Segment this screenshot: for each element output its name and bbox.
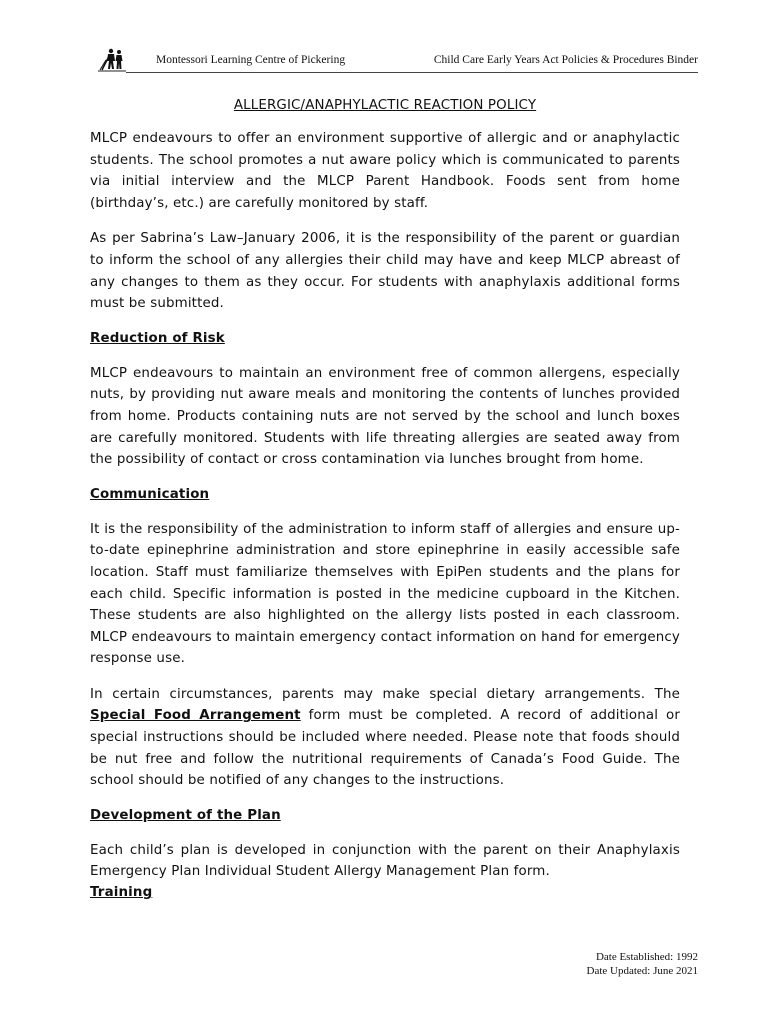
page-header <box>98 44 698 76</box>
date-established: Date Established: 1992 <box>595 951 698 963</box>
binder-title: Child Care Early Years Act Policies & Procedures Binder <box>433 54 698 66</box>
heading-training: Training <box>90 885 153 901</box>
header-divider <box>126 72 698 73</box>
children-silhouette-icon <box>98 48 128 72</box>
page-footer <box>587 950 699 978</box>
sabrinas-law-paragraph: As per Sabrina’s Law–January 2006, it is the responsibility of the parent or guardian to inform the school of any allergies their child may have and keep MLCP abreast of any changes to them as they occur. For students with anaphylaxis additional forms must be submitted. <box>90 231 680 312</box>
school-name: Montessori Learning Centre of Pickering <box>156 54 346 66</box>
heading-reduction-of-risk: Reduction of Risk <box>90 330 225 346</box>
heading-development-of-plan: Development of the Plan <box>90 807 281 823</box>
page-title: ALLERGIC/ANAPHYLACTIC REACTION POLICY <box>233 98 537 113</box>
communication-text: It is the responsibility of the administration to inform staff of allergies and ensure up-to-date epinephrine administration and store epinephrine in easily accessible safe location. Staff must familiarize themselves with EpiPen students and the plans for each child. Specific information is posted in the medicine cupboard in the Kitchen. These students are also highlighted on the allergy lists posted in each classroom. MLCP endeavours to maintain emergency contact information on hand for emergency response use. <box>90 521 680 667</box>
heading-communication: Communication <box>90 486 210 502</box>
special-arrangements-paragraph <box>90 684 680 792</box>
intro-paragraph: MLCP endeavours to offer an environment supportive of allergic and or anaphylactic students. The school promotes a nut aware policy which is communicated to parents via initial interview and the MLCP Parent Handbook. Foods sent from home (birthday’s, etc.) are carefully monitored by staff. <box>90 131 680 211</box>
document-body <box>90 96 680 903</box>
reduction-of-risk-text: MLCP endeavours to maintain an environment free of common allergens, especially nuts, by providing nut aware meals and monitoring the contents of lunches provided from home. Products containing nuts are not served by the school and lunch boxes are carefully monitored. Students with life threating allergies are seated away from the possibility of contact or cross contamination via lunches brought from home. <box>90 365 680 468</box>
special-arrangements-intro: In certain circumstances, parents may make special dietary arrangements. The <box>90 686 680 702</box>
special-food-arrangement-form: Special Food Arrangement <box>90 708 301 724</box>
development-of-plan-text: Each child’s plan is developed in conjunction with the parent on their Anaphylaxis Emergency Plan Individual Student Allergy Management Plan form. <box>90 842 680 880</box>
special-arrangements-rest: form must be completed. A record of additional or special instructions should be included where needed. Please note that foods should be nut free and follow the nutritional requirements of Canada’s Food Guide. The school should be notified of any changes to the instructions. <box>90 708 680 789</box>
date-updated: Date Updated: June 2021 <box>586 965 698 977</box>
